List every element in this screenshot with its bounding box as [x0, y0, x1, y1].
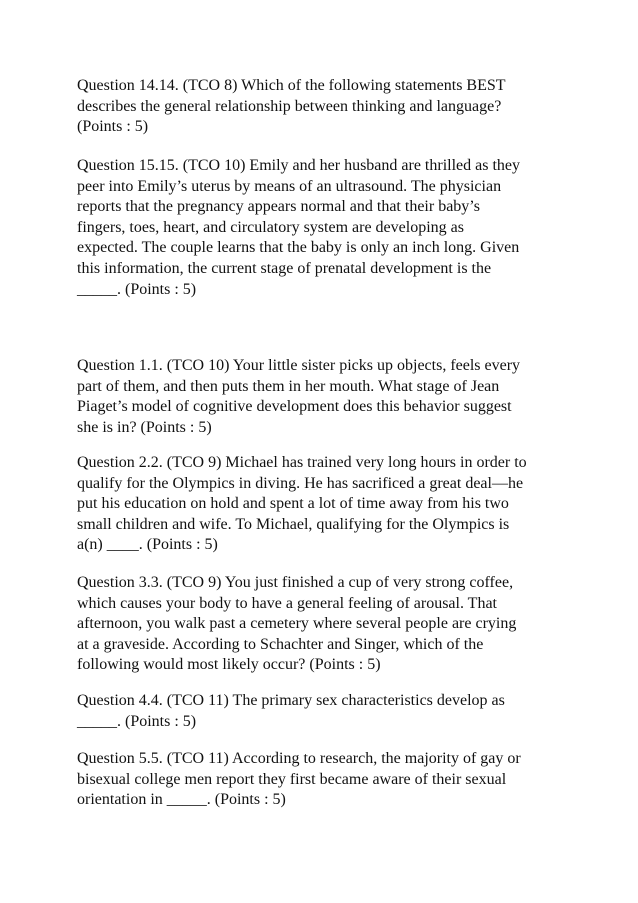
question-3-3 — [77, 573, 567, 676]
text-line: bisexual college men report they first became aware of their sexual — [77, 770, 507, 788]
text-line: following would most likely occur? (Points : 5) — [77, 656, 381, 674]
text-line: describes the general relationship between thinking and language? — [77, 97, 502, 115]
text-line: Question 4.4. (TCO 11) The primary sex characteristics develop as — [77, 692, 505, 709]
text-line: afternoon, you walk past a cemetery where several people are crying — [77, 615, 517, 633]
text-line: a(n) ____. (Points : 5) — [77, 536, 218, 554]
question-14-14 — [77, 76, 567, 138]
text-line: part of them, and then puts them in her mouth. What stage of Jean — [77, 377, 500, 395]
question-4-4 — [77, 691, 567, 732]
text-line: put his education on hold and spent a lot of time away from his two — [77, 495, 509, 513]
question-1-1 — [77, 356, 567, 438]
text-line: Question 14.14. (TCO 8) Which of the following statements BEST — [77, 77, 506, 94]
text-line: Question 5.5. (TCO 11) According to research, the majority of gay or — [77, 750, 521, 767]
text-line: orientation in _____. (Points : 5) — [77, 791, 286, 809]
question-5-5 — [77, 749, 567, 811]
text-line: this information, the current stage of prenatal development is the — [77, 259, 492, 277]
text-line: small children and wife. To Michael, qualifying for the Olympics is — [77, 515, 510, 533]
text-line: reports that the pregnancy appears normal and that their baby’s — [77, 198, 480, 216]
question-15-15 — [77, 156, 567, 300]
text-line: _____. (Points : 5) — [77, 280, 197, 298]
text-line: fingers, toes, heart, and circulatory system are developing as — [77, 218, 464, 236]
text-line: (Points : 5) — [77, 118, 149, 136]
text-line: qualify for the Olympics in diving. He has sacrificed a great deal—he — [77, 474, 524, 492]
text-line: Question 1.1. (TCO 10) Your little sister picks up objects, feels every — [77, 357, 521, 374]
text-line: she is in? (Points : 5) — [77, 418, 212, 436]
text-line: at a graveside. According to Schachter and Singer, which of the — [77, 635, 484, 653]
text-line: Question 3.3. (TCO 9) You just finished a cup of very strong coffee, — [77, 574, 514, 591]
text-line: peer into Emily’s uterus by means of an ultrasound. The physician — [77, 177, 502, 195]
text-line: Question 15.15. (TCO 10) Emily and her husband are thrilled as they — [77, 157, 521, 174]
text-line: Question 2.2. (TCO 9) Michael has trained very long hours in order to — [77, 454, 527, 471]
text-line: Piaget’s model of cognitive development does this behavior suggest — [77, 398, 512, 416]
question-2-2 — [77, 453, 567, 556]
text-line: which causes your body to have a general feeling of arousal. That — [77, 594, 497, 612]
text-line: _____. (Points : 5) — [77, 712, 197, 730]
text-line: expected. The couple learns that the baby is only an inch long. Given — [77, 239, 520, 257]
